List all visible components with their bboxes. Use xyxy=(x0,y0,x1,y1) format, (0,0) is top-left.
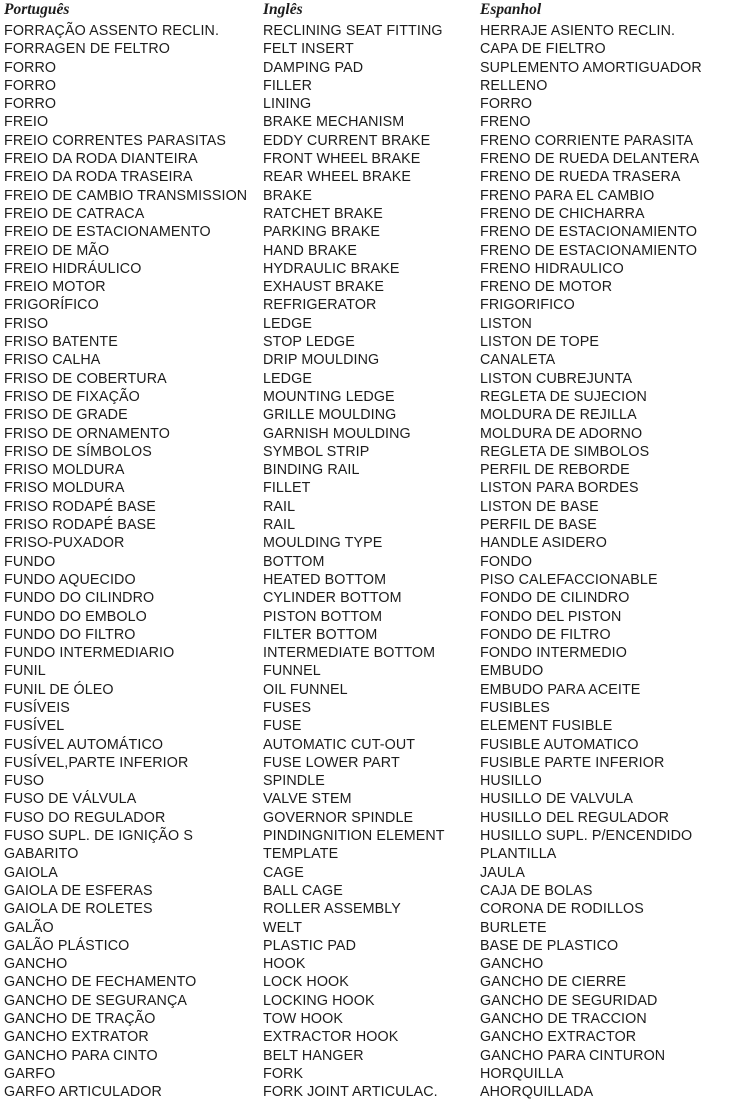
portuguese-term: FORRO xyxy=(4,59,57,76)
portuguese-term: FRISO DE ORNAMENTO xyxy=(4,425,170,442)
portuguese-term: GARFO ARTICULADOR xyxy=(4,1084,162,1101)
english-term: LINING xyxy=(263,96,312,113)
header-row xyxy=(0,0,737,22)
spanish-term: FORRO xyxy=(480,96,533,113)
spanish-term: GANCHO DE CIERRE xyxy=(480,974,627,991)
english-term: BELT HANGER xyxy=(263,1047,364,1064)
spanish-term: FRENO DE ESTACIONAMIENTO xyxy=(480,224,698,241)
table-row xyxy=(0,425,737,443)
spanish-term: FUSIBLE PARTE INFERIOR xyxy=(480,754,665,771)
spanish-term: PLANTILLA xyxy=(480,846,557,863)
english-term: BRAKE xyxy=(263,187,312,204)
spanish-term: CAJA DE BOLAS xyxy=(480,882,593,899)
spanish-term: FUSIBLE AUTOMATICO xyxy=(480,736,639,753)
portuguese-term: FREIO DA RODA DIANTEIRA xyxy=(4,151,198,168)
spanish-term: EMBUDO PARA ACEITE xyxy=(480,681,641,698)
spanish-term: CANALETA xyxy=(480,352,556,369)
portuguese-term: FORRO xyxy=(4,77,57,94)
table-row xyxy=(0,370,737,388)
english-term: FILLET xyxy=(263,480,311,497)
table-row xyxy=(0,406,737,424)
english-term: AUTOMATIC CUT-OUT xyxy=(263,736,416,753)
portuguese-term: FRISO RODAPÉ BASE xyxy=(4,517,156,534)
spanish-term: PERFIL DE REBORDE xyxy=(480,462,630,479)
spanish-term: HUSILLO xyxy=(480,773,542,790)
spanish-term: FRENO xyxy=(480,114,531,131)
table-row xyxy=(0,900,737,918)
english-term: RECLINING SEAT FITTING xyxy=(263,23,443,39)
portuguese-term: FUSO SUPL. DE IGNIÇÃO S xyxy=(4,828,193,845)
english-term: FORK JOINT ARTICULAC. xyxy=(263,1084,438,1101)
table-row xyxy=(0,754,737,772)
english-term: REAR WHEEL BRAKE xyxy=(263,169,412,186)
spanish-term: GANCHO xyxy=(480,956,544,973)
portuguese-term: FUSÍVEL AUTOMÁTICO xyxy=(4,736,164,753)
english-term: FUSES xyxy=(263,699,312,716)
spanish-term: GANCHO PARA CINTURON xyxy=(480,1047,666,1064)
table-row xyxy=(0,260,737,278)
table-row xyxy=(0,278,737,296)
table-row xyxy=(0,40,737,58)
spanish-term: SUPLEMENTO AMORTIGUADOR xyxy=(480,59,702,76)
english-term: BOTTOM xyxy=(263,553,325,570)
spanish-term: GANCHO DE SEGURIDAD xyxy=(480,992,658,1009)
table-row xyxy=(0,22,737,40)
table-row xyxy=(0,205,737,223)
spanish-term: BURLETE xyxy=(480,919,547,936)
portuguese-term: FREIO HIDRÁULICO xyxy=(4,260,142,277)
portuguese-term: FREIO DA RODA TRASEIRA xyxy=(4,169,193,186)
spanish-term: LISTON DE BASE xyxy=(480,498,599,515)
spanish-term: GANCHO DE TRACCION xyxy=(480,1011,647,1028)
portuguese-term: GALÃO PLÁSTICO xyxy=(4,937,130,954)
spanish-term: MOLDURA DE REJILLA xyxy=(480,407,637,424)
english-term: MOULDING TYPE xyxy=(263,535,383,552)
english-term: CYLINDER BOTTOM xyxy=(263,590,402,607)
english-term: DAMPING PAD xyxy=(263,59,364,76)
portuguese-term: FREIO CORRENTES PARASITAS xyxy=(4,132,227,149)
table-row xyxy=(0,626,737,644)
portuguese-term: FUNDO DO FILTRO xyxy=(4,626,136,643)
portuguese-term: GANCHO DE TRAÇÃO xyxy=(4,1011,156,1028)
portuguese-term: GAIOLA DE ESFERAS xyxy=(4,882,153,899)
portuguese-term: FUNDO xyxy=(4,553,56,570)
english-term: OIL FUNNEL xyxy=(263,681,348,698)
portuguese-term: FRISO BATENTE xyxy=(4,334,118,351)
spanish-term: RELLENO xyxy=(480,77,548,94)
column-header-spanish: Espanhol xyxy=(480,1,542,18)
english-term: VALVE STEM xyxy=(263,791,352,808)
table-row xyxy=(0,864,737,882)
portuguese-term: GANCHO PARA CINTO xyxy=(4,1047,158,1064)
portuguese-term: FRISO xyxy=(4,315,49,332)
table-row xyxy=(0,681,737,699)
portuguese-term: FUNDO INTERMEDIARIO xyxy=(4,645,175,662)
english-term: RATCHET BRAKE xyxy=(263,205,383,222)
table-row xyxy=(0,1047,737,1065)
spanish-term: AHORQUILLADA xyxy=(480,1084,594,1101)
table-row xyxy=(0,992,737,1010)
table-row xyxy=(0,333,737,351)
portuguese-term: FREIO DE CAMBIO TRANSMISSION xyxy=(4,187,248,204)
portuguese-term: FUSO DE VÁLVULA xyxy=(4,791,137,808)
spanish-term: CORONA DE RODILLOS xyxy=(480,901,644,918)
portuguese-term: FUNIL DE ÓLEO xyxy=(4,681,114,698)
table-row xyxy=(0,772,737,790)
english-term: LEDGE xyxy=(263,315,312,332)
english-term: DRIP MOULDING xyxy=(263,352,380,369)
spanish-term: PERFIL DE BASE xyxy=(480,517,597,534)
spanish-term: FONDO INTERMEDIO xyxy=(480,645,627,662)
table-row xyxy=(0,461,737,479)
table-row xyxy=(0,498,737,516)
portuguese-term: GAIOLA DE ROLETES xyxy=(4,901,153,918)
spanish-term: GANCHO EXTRACTOR xyxy=(480,1029,637,1046)
table-row xyxy=(0,59,737,77)
english-term: BINDING RAIL xyxy=(263,462,360,479)
table-row xyxy=(0,223,737,241)
english-term: FILTER BOTTOM xyxy=(263,626,378,643)
spanish-term: LISTON PARA BORDES xyxy=(480,480,639,497)
spanish-term: CAPA DE FIELTRO xyxy=(480,41,606,58)
english-term: HAND BRAKE xyxy=(263,242,357,259)
english-term: FILLER xyxy=(263,77,313,94)
table-row xyxy=(0,1083,737,1101)
table-row xyxy=(0,699,737,717)
english-term: STOP LEDGE xyxy=(263,334,355,351)
table-row xyxy=(0,589,737,607)
portuguese-term: FRISO RODAPÉ BASE xyxy=(4,498,156,515)
english-term: PLASTIC PAD xyxy=(263,937,356,954)
table-row xyxy=(0,882,737,900)
english-term: MOUNTING LEDGE xyxy=(263,388,395,405)
spanish-term: BASE DE PLASTICO xyxy=(480,937,619,954)
english-term: FUSE xyxy=(263,718,302,735)
table-row xyxy=(0,168,737,186)
english-term: FRONT WHEEL BRAKE xyxy=(263,151,421,168)
portuguese-term: FREIO DE CATRACA xyxy=(4,205,145,222)
portuguese-term: FRISO DE FIXAÇÃO xyxy=(4,388,140,405)
english-term: HYDRAULIC BRAKE xyxy=(263,260,400,277)
english-term: FELT INSERT xyxy=(263,41,354,58)
portuguese-term: FRIGORÍFICO xyxy=(4,297,99,314)
english-term: RAIL xyxy=(263,517,296,534)
english-term: CAGE xyxy=(263,864,304,881)
english-term: PARKING BRAKE xyxy=(263,224,381,241)
portuguese-term: FORRAGEN DE FELTRO xyxy=(4,41,170,58)
table-row xyxy=(0,242,737,260)
spanish-term: FRENO CORRIENTE PARASITA xyxy=(480,132,694,149)
spanish-term: REGLETA DE SUJECION xyxy=(480,388,647,405)
spanish-term: HANDLE ASIDERO xyxy=(480,535,607,552)
table-row xyxy=(0,809,737,827)
spanish-term: FONDO DEL PISTON xyxy=(480,608,622,625)
english-term: EDDY CURRENT BRAKE xyxy=(263,132,431,149)
table-row xyxy=(0,736,737,754)
portuguese-term: FRISO MOLDURA xyxy=(4,480,125,497)
table-row xyxy=(0,608,737,626)
table-row xyxy=(0,919,737,937)
english-term: EXTRACTOR HOOK xyxy=(263,1029,399,1046)
portuguese-term: FUSO xyxy=(4,773,45,790)
table-row xyxy=(0,553,737,571)
portuguese-term: FRISO DE GRADE xyxy=(4,407,128,424)
portuguese-term: FUNDO AQUECIDO xyxy=(4,571,136,588)
spanish-term: HUSILLO DE VALVULA xyxy=(480,791,634,808)
spanish-term: FRENO DE MOTOR xyxy=(480,279,613,296)
english-term: FUSE LOWER PART xyxy=(263,754,400,771)
portuguese-term: GABARITO xyxy=(4,846,79,863)
portuguese-term: FUSÍVEL,PARTE INFERIOR xyxy=(4,754,189,771)
portuguese-term: FRISO DE COBERTURA xyxy=(4,370,167,387)
spanish-term: HORQUILLA xyxy=(480,1065,564,1082)
english-term: HEATED BOTTOM xyxy=(263,571,387,588)
english-term: LOCKING HOOK xyxy=(263,992,375,1009)
english-term: SYMBOL STRIP xyxy=(263,443,370,460)
portuguese-term: FUSO DO REGULADOR xyxy=(4,809,166,826)
english-term: HOOK xyxy=(263,956,306,973)
table-row xyxy=(0,955,737,973)
english-term: GOVERNOR SPINDLE xyxy=(263,809,414,826)
table-row xyxy=(0,315,737,333)
english-term: GARNISH MOULDING xyxy=(263,425,411,442)
table-row xyxy=(0,571,737,589)
spanish-term: JAULA xyxy=(480,864,525,881)
portuguese-term: GANCHO EXTRATOR xyxy=(4,1029,149,1046)
spanish-term: FONDO xyxy=(480,553,533,570)
portuguese-term: FRISO MOLDURA xyxy=(4,462,125,479)
english-term: FUNNEL xyxy=(263,663,321,680)
portuguese-term: FUNDO DO EMBOLO xyxy=(4,608,147,625)
spanish-term: FRENO PARA EL CAMBIO xyxy=(480,187,655,204)
portuguese-term: FREIO MOTOR xyxy=(4,279,106,296)
portuguese-term: FORRAÇÃO ASSENTO RECLIN. xyxy=(4,23,220,39)
column-header-portuguese: Português xyxy=(4,1,70,18)
glossary-rows xyxy=(0,22,737,1102)
english-term: SPINDLE xyxy=(263,773,325,790)
portuguese-term: FUSÍVEL xyxy=(4,718,65,735)
portuguese-term: FRISO DE SÍMBOLOS xyxy=(4,443,152,460)
table-row xyxy=(0,132,737,150)
english-term: LOCK HOOK xyxy=(263,974,349,991)
english-term: ROLLER ASSEMBLY xyxy=(263,901,401,918)
table-row xyxy=(0,1028,737,1046)
spanish-term: FONDO DE FILTRO xyxy=(480,626,611,643)
table-row xyxy=(0,937,737,955)
spanish-term: MOLDURA DE ADORNO xyxy=(480,425,643,442)
portuguese-term: GALÃO xyxy=(4,919,54,936)
english-term: BRAKE MECHANISM xyxy=(263,114,405,131)
table-row xyxy=(0,1065,737,1083)
spanish-term: HUSILLO DEL REGULADOR xyxy=(480,809,670,826)
spanish-term: ELEMENT FUSIBLE xyxy=(480,718,613,735)
table-row xyxy=(0,479,737,497)
portuguese-term: GANCHO DE SEGURANÇA xyxy=(4,992,188,1009)
portuguese-term: FUNIL xyxy=(4,663,46,680)
english-term: EXHAUST BRAKE xyxy=(263,279,385,296)
spanish-term: LISTON xyxy=(480,315,532,332)
portuguese-term: FREIO DE ESTACIONAMENTO xyxy=(4,224,211,241)
spanish-term: FRENO DE CHICHARRA xyxy=(480,205,645,222)
spanish-term: FONDO DE CILINDRO xyxy=(480,590,630,607)
spanish-term: PISO CALEFACCIONABLE xyxy=(480,571,658,588)
column-header-english: Inglês xyxy=(263,1,303,18)
spanish-term: FRENO HIDRAULICO xyxy=(480,260,624,277)
english-term: LEDGE xyxy=(263,370,312,387)
spanish-term: HERRAJE ASIENTO RECLIN. xyxy=(480,23,676,39)
portuguese-term: GANCHO xyxy=(4,956,68,973)
spanish-term: EMBUDO xyxy=(480,663,544,680)
table-row xyxy=(0,296,737,314)
spanish-term: FRENO DE ESTACIONAMIENTO xyxy=(480,242,698,259)
portuguese-term: GARFO xyxy=(4,1065,56,1082)
table-row xyxy=(0,717,737,735)
spanish-term: FUSIBLES xyxy=(480,699,550,716)
portuguese-term: GAIOLA xyxy=(4,864,58,881)
table-row xyxy=(0,845,737,863)
table-row xyxy=(0,827,737,845)
english-term: FORK xyxy=(263,1065,304,1082)
portuguese-term: FUNDO DO CILINDRO xyxy=(4,590,155,607)
portuguese-term: FORRO xyxy=(4,96,57,113)
table-row xyxy=(0,516,737,534)
english-term: TOW HOOK xyxy=(263,1011,343,1028)
spanish-term: REGLETA DE SIMBOLOS xyxy=(480,443,650,460)
table-row xyxy=(0,973,737,991)
english-term: PISTON BOTTOM xyxy=(263,608,383,625)
table-row xyxy=(0,1010,737,1028)
table-row xyxy=(0,443,737,461)
spanish-term: FRENO DE RUEDA DELANTERA xyxy=(480,151,700,168)
table-row xyxy=(0,95,737,113)
spanish-term: HUSILLO SUPL. P/ENCENDIDO xyxy=(480,828,693,845)
english-term: WELT xyxy=(263,919,303,936)
table-row xyxy=(0,187,737,205)
portuguese-term: FREIO DE MÃO xyxy=(4,242,110,259)
english-term: TEMPLATE xyxy=(263,846,339,863)
table-row xyxy=(0,790,737,808)
table-row xyxy=(0,113,737,131)
table-row xyxy=(0,150,737,168)
portuguese-term: FUSÍVEIS xyxy=(4,699,70,716)
table-row xyxy=(0,662,737,680)
english-term: BALL CAGE xyxy=(263,882,343,899)
table-row xyxy=(0,388,737,406)
portuguese-term: GANCHO DE FECHAMENTO xyxy=(4,974,197,991)
table-row xyxy=(0,77,737,95)
table-row xyxy=(0,534,737,552)
spanish-term: LISTON CUBREJUNTA xyxy=(480,370,633,387)
english-term: INTERMEDIATE BOTTOM xyxy=(263,645,436,662)
portuguese-term: FRISO CALHA xyxy=(4,352,101,369)
spanish-term: FRENO DE RUEDA TRASERA xyxy=(480,169,681,186)
spanish-term: FRIGORIFICO xyxy=(480,297,575,314)
english-term: REFRIGERATOR xyxy=(263,297,377,314)
english-term: PINDINGNITION ELEMENT xyxy=(263,828,445,845)
portuguese-term: FREIO xyxy=(4,114,49,131)
spanish-term: LISTON DE TOPE xyxy=(480,334,599,351)
english-term: RAIL xyxy=(263,498,296,515)
english-term: GRILLE MOULDING xyxy=(263,407,397,424)
portuguese-term: FRISO-PUXADOR xyxy=(4,535,125,552)
table-row xyxy=(0,351,737,369)
table-row xyxy=(0,644,737,662)
